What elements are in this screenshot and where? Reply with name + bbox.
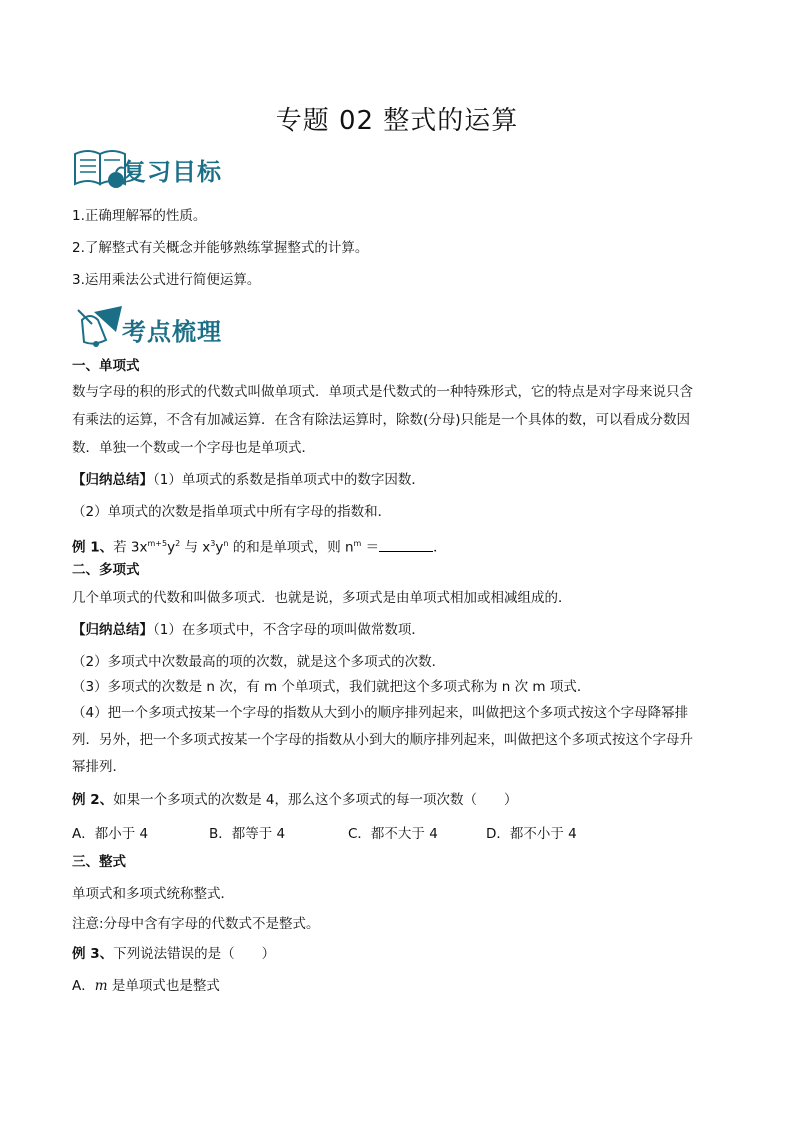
answer-blank[interactable] bbox=[379, 539, 433, 552]
review-item-3: 3.运用乘法公式进行简便运算。 bbox=[72, 272, 261, 288]
review-heading: 复习目标 bbox=[122, 157, 222, 186]
exponent: n bbox=[223, 539, 229, 548]
option-prefix: A． bbox=[72, 978, 95, 994]
example-text: 下列说法错误的是（ ） bbox=[113, 946, 276, 962]
summary-tag: 【归纳总结】 bbox=[72, 622, 153, 638]
example-label: 例 2、 bbox=[72, 792, 114, 808]
points-section-header bbox=[72, 302, 272, 350]
points-heading: 考点梳理 bbox=[122, 317, 222, 346]
example-text: y bbox=[167, 539, 176, 556]
example-text: 与 x bbox=[180, 539, 211, 556]
example-label: 例 1、 bbox=[72, 539, 114, 556]
example-text: y bbox=[215, 539, 224, 556]
exponent: m bbox=[353, 539, 362, 548]
part2-summary2: （2）多项式中次数最高的项的次数，就是这个多项式的次数． bbox=[72, 654, 446, 670]
summary-tag: 【归纳总结】 bbox=[72, 472, 153, 488]
summary-text: （1）在多项式中，不含字母的项叫做常数项． bbox=[153, 622, 425, 638]
review-item-1: 1.正确理解幂的性质。 bbox=[72, 208, 207, 224]
example-text: 若 3x bbox=[113, 539, 148, 556]
part2-summary3: （3）多项式的次数是 n 次，有 m 个单项式，我们就把这个多项式称为 n 次 m 项式． bbox=[72, 679, 591, 695]
part2-para: 几个单项式的代数和叫做多项式．也就是说，多项式是由单项式相加或相减组成的． bbox=[72, 590, 572, 606]
example-2-options bbox=[72, 818, 724, 846]
option-text: 是单项式也是整式 bbox=[107, 978, 220, 994]
exponent: 2 bbox=[175, 539, 181, 548]
part1-heading: 一、单项式 bbox=[72, 358, 140, 374]
option-c[interactable]: C．都不大于 4 bbox=[348, 826, 438, 842]
part2-summary1 bbox=[72, 616, 724, 644]
part1-para-line3: 数．单独一个数或一个字母也是单项式． bbox=[72, 440, 315, 456]
part3-note: 注意:分母中含有字母的代数式不是整式。 bbox=[72, 916, 320, 932]
example-label: 例 3、 bbox=[72, 946, 114, 962]
example-text: ． bbox=[433, 539, 447, 556]
part2-summary4-line1: （4）把一个多项式按某一个字母的指数从大到小的顺序排列起来，叫做把这个多项式按这个字母降幂排 bbox=[72, 705, 689, 721]
part1-para-line2: 有乘法的运算，不含有加减运算．在含有除法运算时，除数(分母)只能是一个具体的数，可以看成分数因 bbox=[72, 412, 691, 428]
option-b[interactable]: B．都等于 4 bbox=[209, 826, 286, 842]
part1-summary1 bbox=[72, 466, 724, 494]
part2-summary4-line3: 幂排列． bbox=[72, 759, 126, 775]
example-text: 如果一个多项式的次数是 4，那么这个多项式的每一项次数（ ） bbox=[113, 792, 518, 808]
option-a[interactable]: A．都小于 4 bbox=[72, 826, 149, 842]
math-variable: m bbox=[94, 978, 108, 994]
example-text: 的和是单项式，则 n bbox=[228, 539, 354, 556]
example-3 bbox=[72, 940, 724, 968]
bell-leaf-icon bbox=[72, 302, 128, 350]
summary-text: （1）单项式的系数是指单项式中的数字因数． bbox=[153, 472, 425, 488]
exponent: m+5 bbox=[147, 539, 168, 548]
review-item-2: 2.了解整式有关概念并能够熟练掌握整式的计算。 bbox=[72, 240, 369, 256]
part1-para-line1: 数与字母的积的形式的代数式叫做单项式．单项式是代数式的一种特殊形式，它的特点是对字母来说只含 bbox=[72, 384, 693, 400]
part3-para1: 单项式和多项式统称整式． bbox=[72, 886, 234, 902]
part1-summary2: （2）单项式的次数是指单项式中所有字母的指数和． bbox=[72, 504, 392, 520]
example-3-option-a[interactable] bbox=[72, 972, 724, 1000]
example-2 bbox=[72, 786, 724, 814]
option-d[interactable]: D．都不小于 4 bbox=[486, 826, 577, 842]
review-section-header bbox=[72, 146, 272, 194]
part2-heading: 二、多项式 bbox=[72, 562, 140, 578]
part2-summary4-line2: 列．另外，把一个多项式按某一个字母的指数从小到大的顺序排列起来，叫做把这个多项式按这个字母升 bbox=[72, 732, 693, 748]
example-text: ＝ bbox=[361, 539, 380, 556]
part3-heading: 三、整式 bbox=[72, 854, 126, 870]
page-title: 专题 02 整式的运算 bbox=[275, 106, 519, 136]
exponent: 3 bbox=[210, 539, 216, 548]
